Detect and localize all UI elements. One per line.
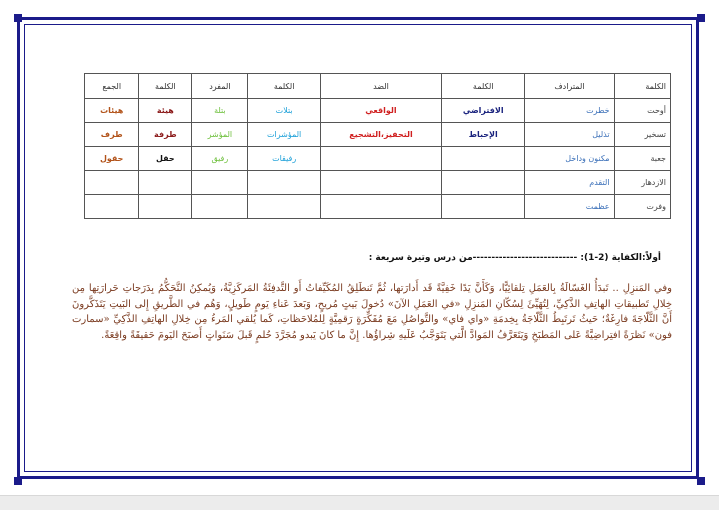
word-cell: هيئة [139, 99, 192, 123]
table-row [85, 123, 671, 147]
synonym-cell: مكنون وداخل [525, 147, 614, 171]
word-cell: بتلات [248, 99, 320, 123]
word-cell: المؤشرات [248, 123, 320, 147]
section-heading: أولاً:الكفاية (2-1): ----------------------------من درس وتيرة سريعة : [368, 253, 661, 263]
empty-cell [139, 195, 192, 219]
word-cell: رفيقات [248, 147, 320, 171]
plural-cell: طرف [85, 123, 139, 147]
border-corner-ornament [697, 14, 705, 22]
word-cell: الافتراضي [442, 99, 525, 123]
empty-cell [442, 195, 525, 219]
header-cell: الكلمة [139, 74, 192, 99]
word-cell: وفرت [614, 195, 670, 219]
singular-cell: المؤشر [192, 123, 248, 147]
word-cell: طرفة [139, 123, 192, 147]
empty-cell [248, 171, 320, 195]
empty-cell [139, 171, 192, 195]
word-cell: حقل [139, 147, 192, 171]
header-cell: الجمع [85, 74, 139, 99]
synonym-cell: تذليل [525, 123, 614, 147]
header-cell: الضد [320, 74, 441, 99]
synonym-cell: خطرت [525, 99, 614, 123]
header-cell: الكلمة [614, 74, 670, 99]
table-row [85, 99, 671, 123]
border-corner-ornament [14, 14, 22, 22]
border-corner-ornament [697, 477, 705, 485]
empty-cell [248, 195, 320, 219]
word-cell: تسخير [614, 123, 670, 147]
word-cell: الإحباط [442, 123, 525, 147]
header-cell: الكلمة [248, 74, 320, 99]
word-cell: جعبة [614, 147, 670, 171]
empty-cell [85, 195, 139, 219]
empty-cell [85, 171, 139, 195]
header-cell: المفرد [192, 74, 248, 99]
synonym-cell: التقدم [525, 171, 614, 195]
synonym-cell: عظمت [525, 195, 614, 219]
empty-cell [192, 171, 248, 195]
header-cell: المترادف [525, 74, 614, 99]
table-header-row [85, 74, 671, 99]
antonym-cell [320, 147, 441, 171]
antonym-cell: التحفيز،التشجيع [320, 123, 441, 147]
plural-cell: حقول [85, 147, 139, 171]
table-row [85, 195, 671, 219]
empty-cell [320, 171, 441, 195]
singular-cell: بتلة [192, 99, 248, 123]
table-row [85, 147, 671, 171]
word-cell [442, 147, 525, 171]
word-cell: أوحت [614, 99, 670, 123]
empty-cell [442, 171, 525, 195]
reading-passage: وفي المَنزِلِ .. تَبدَأُ الغَسّالَةُ بِالعَمَلِ تِلقائِيًّا، وَكَأَنَّ يَدًا خَفِيَّةً قَد أَدارَتها، ثُمَّ تَنطَلِقُ المُكَيِّفاتُ أَو التَّدفِئَةُ المَركَزِيَّةُ، وَيُمكِنُ التَّحَكُّمُ بِدَرَجاتِ حَرارَتِها مِن خِلالِ تَطبيقاتِ الهاتِفِ الذَّكِيِّ، لِتُهَيِّئَ لِسُكّانِ المَنزِلِ «في العَمَلِ الآنَ» دُخولَ بَيتٍ مُريحٍ، وَبَعدَ عَناءِ يَومٍ طَويلٍ، وَهُم في الطَّريقِ إِلى البَيتِ يَتَذَكَّرونَ أَنَّ الثَّلّاجَةَ فارِغَةٌ؛ حَيثُ تَرتَبِطُ الثَّلّاجَةُ بِخِدمَةِ «واي فاي» والتَّواصُلِ مَعَ مُفَكِّرَةٍ رَقمِيَّةٍ لِلمُلاحَظاتِ، كَما يُلقي المَرءُ مِن خِلالِ الهاتِفِ الذَّكِيِّ «سمارت فون» نَظرَةً افتِراضِيَّةً عَلى المَطبَخِ وَيَتَعَرَّفُ المَوادَّ الَّتي يَتَوَجَّبُ عَلَيهِ شِراؤُها. إِنَّ ما كانَ يَبدو مُجَرَّدَ حُلمٍ قَبلَ سَنَواتٍ أَصبَحَ اليَومَ حَقيقَةً واقِعَةً. [72, 283, 672, 341]
singular-cell: رفيق [192, 147, 248, 171]
header-cell: الكلمة [442, 74, 525, 99]
vocabulary-table [84, 73, 671, 219]
table-row [85, 171, 671, 195]
border-corner-ornament [14, 477, 22, 485]
empty-cell [192, 195, 248, 219]
plural-cell: هيئات [85, 99, 139, 123]
viewer-bottom-edge [0, 495, 719, 510]
empty-cell [320, 195, 441, 219]
antonym-cell: الواقعي [320, 99, 441, 123]
word-cell: الازدهار [614, 171, 670, 195]
